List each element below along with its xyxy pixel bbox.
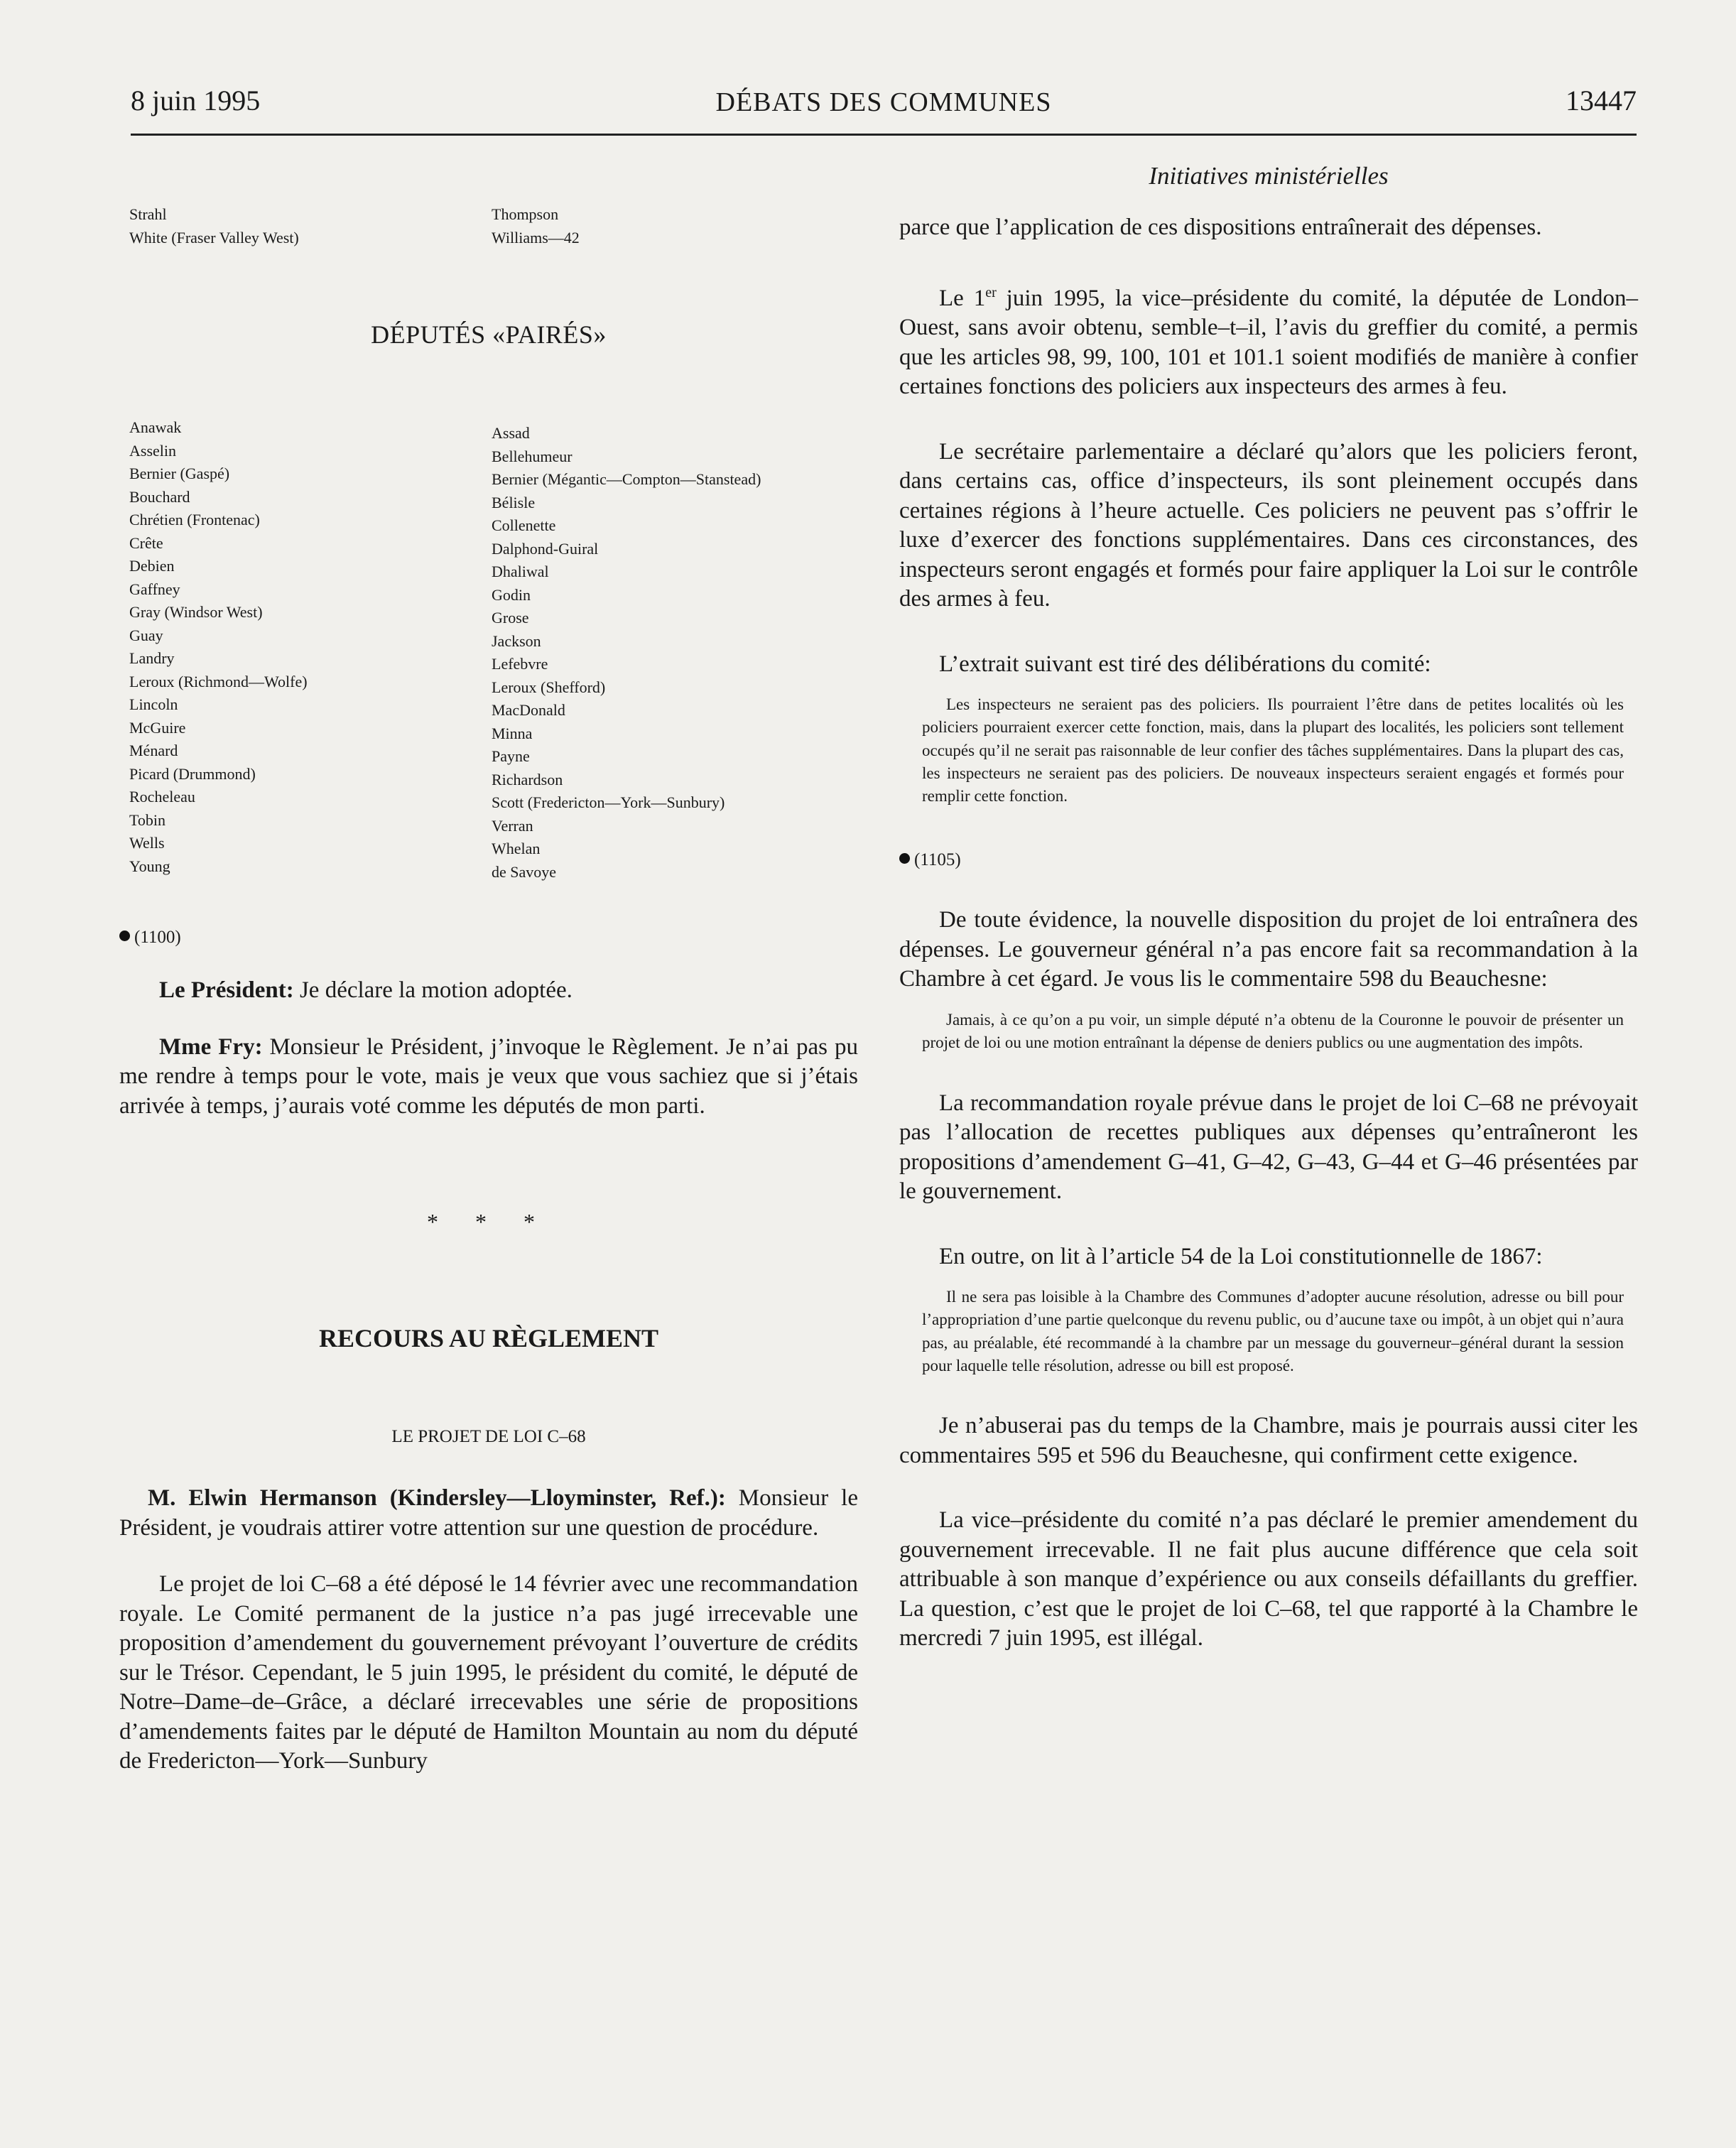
name-item: McGuire — [129, 718, 186, 737]
paragraph: parce que l’application de ces dispositions entraînerait des dépenses. — [899, 215, 1542, 240]
header-page-number: 13447 — [1566, 85, 1637, 116]
name-item: Williams—42 — [492, 228, 580, 246]
name-item: Bouchard — [129, 487, 190, 506]
name-item: White (Fraser Valley West) — [129, 228, 299, 246]
name-item: Bélisle — [492, 493, 536, 511]
name-item: Bernier (Gaspé) — [129, 465, 230, 482]
time-marker — [899, 850, 1638, 870]
name-item: Bernier (Mégantic—Compton—Stanstead) — [492, 470, 761, 488]
name-item: Assad — [492, 424, 530, 442]
name-item: Rocheleau — [129, 788, 195, 806]
name-item: Minna — [492, 724, 533, 742]
speaker-name: Mme Fry: — [159, 1034, 263, 1060]
right-column — [899, 213, 1638, 1654]
time-marker-text: (1105) — [914, 850, 961, 870]
name-item: Debien — [129, 557, 175, 575]
paragraph: En outre, on lit à l’article 54 de la Loi constitutionnelle de 1867: — [939, 1243, 1543, 1269]
name-item: Picard (Drummond) — [129, 764, 256, 783]
top-names-col1 — [129, 203, 484, 249]
name-item: Tobin — [129, 810, 166, 829]
name-item: Guay — [129, 626, 163, 644]
name-item: Landry — [129, 649, 175, 667]
name-item: Chrétien (Frontenac) — [129, 511, 260, 528]
recours-heading: RECOURS AU RÈGLEMENT — [318, 1324, 659, 1352]
left-column — [119, 203, 858, 1777]
bullet-icon — [899, 853, 910, 864]
name-item: Lefebvre — [492, 655, 548, 673]
name-item: Bellehumeur — [492, 447, 573, 465]
paragraph-text: Le 1 — [939, 285, 986, 311]
name-item: Jackson — [492, 631, 541, 650]
paragraph: La recommandation royale prévue dans le projet de loi C–68 ne prévoyait pas l’allocation de recettes publiques aux dépenses qu’entraîneront les propositions d’amendement G–41, G–42, G–43, G–44 et G–46 présentées par le gouvernement. — [899, 1090, 1638, 1205]
name-item: Strahl — [129, 205, 167, 223]
header-title: DÉBATS DES COMMUNES — [715, 87, 1052, 117]
quotation: Jamais, à ce qu’on a pu voir, un simple député n’a obtenu de la Couronne le pouvoir de présenter un projet de loi ou une motion entraînant la dépense de deniers publics ou une augmentation des impôts. — [922, 1010, 1624, 1052]
time-marker-text: (1100) — [134, 928, 181, 947]
paragraph-text: Monsieur le Président, je voudrais attirer votre attention sur une question de procédure. — [119, 1485, 858, 1541]
quotation: Les inspecteurs ne seraient pas des policiers. Ils pourraient l’être dans de petites localités où les policiers pourraient exercer cette fonction, mais, dans la plupart des localités, les policiers sont tellement occupés qu’il ne serait pas raisonnable de leur confier des tâches supplémentaires. Dans la plupart des cas, les inspecteurs ne seraient pas des policiers. De nouveaux inspecteurs seraient engagés et formés pour remplir cette fonction. — [922, 695, 1624, 806]
time-marker — [119, 928, 858, 948]
name-item: Leroux (Richmond—Wolfe) — [129, 672, 308, 690]
name-item: de Savoye — [492, 862, 557, 881]
paragraph-text: juin 1995, la vice–présidente du comité, la députée de London–Ouest, sans avoir obtenu, semble–t–il, l’avis du greffier du comité, a permis que les articles 98, 99, 100, 101 et 101.1 soient modifiés de manière à confier certaines fonctions des policiers aux inspecteurs des armes à feu. — [899, 285, 1638, 399]
name-item: Gray (Windsor West) — [129, 603, 263, 621]
paragraph — [119, 1033, 858, 1122]
name-item: Richardson — [492, 770, 563, 788]
paragraph: De toute évidence, la nouvelle disposition du projet de loi entraînera des dépenses. Le gouverneur général n’a pas encore fait sa recommandation à la Chambre à cet égard. Je vous lis le commentaire 598 du Beauchesne: — [899, 907, 1638, 992]
name-item: Lincoln — [129, 695, 178, 713]
paragraph — [119, 1484, 858, 1543]
paired-col2 — [492, 422, 861, 884]
name-item: Leroux (Shefford) — [492, 678, 606, 696]
page-header — [131, 84, 1637, 136]
name-item: Payne — [492, 747, 530, 765]
paragraph-text: Monsieur le Président, j’invoque le Règlement. Je n’ai pas pu me rendre à temps pour le vote, mais je veux que vous sachiez que si j’étais arrivée à temps, j’aurais voté comme les députés de mon parti. — [119, 1034, 858, 1119]
name-item: MacDonald — [492, 701, 565, 719]
name-item: Grose — [492, 609, 529, 626]
paragraph-text: Je déclare la motion adoptée. — [293, 977, 573, 1003]
name-item: Anawak — [129, 418, 182, 436]
paragraph — [119, 976, 858, 1006]
name-item: Wells — [129, 834, 165, 852]
paired-heading: DÉPUTÉS «PAIRÉS» — [371, 320, 607, 349]
paragraph: L’extrait suivant est tiré des délibérations du comité: — [939, 651, 1431, 677]
name-item: Collenette — [492, 516, 556, 534]
paragraph: Je n’abuserai pas du temps de la Chambre, mais je pourrais aussi citer les commentaires 595 et 596 du Beauchesne, qui confirment cette exigence. — [899, 1413, 1638, 1468]
bill-heading: LE PROJET DE LOI C–68 — [391, 1427, 586, 1446]
quotation: Il ne sera pas loisible à la Chambre des Communes d’adopter aucune résolution, adresse ou bill pour l’appropriation d’une partie quelconque du revenu public, ou d’aucune taxe ou impôt, à un objet qui n’aura pas, au préalable, été recommandé à la chambre par un message du gouverneur–général durant la session pour laquelle telle résolution, adresse ou bill est proposé. — [922, 1288, 1624, 1374]
name-item: Whelan — [492, 840, 541, 857]
section-separator: * * * — [427, 1209, 550, 1235]
superscript: er — [985, 284, 997, 300]
name-item: Ménard — [129, 742, 178, 759]
name-item: Gaffney — [129, 580, 180, 598]
paragraph — [899, 278, 1638, 402]
speaker-name: M. Elwin Hermanson (Kindersley—Lloyminster, Ref.): — [148, 1485, 726, 1511]
name-item: Dalphond-Guiral — [492, 539, 599, 558]
name-item: Godin — [492, 585, 531, 604]
paired-names — [119, 416, 858, 886]
paired-col1 — [129, 416, 484, 878]
top-names-col2 — [492, 203, 861, 249]
name-item: Young — [129, 857, 170, 875]
name-item: Asselin — [129, 441, 176, 460]
name-item: Scott (Fredericton—York—Sunbury) — [492, 793, 725, 811]
paragraph: La vice–présidente du comité n’a pas déclaré le premier amendement du gouvernement irrecevable. Il ne fait plus aucune différence que cela soit attribuable à son manque d’expérience ou aux conseils défaillants du greffier. La question, c’est que le projet de loi C–68, tel que rapporté à la Chambre le mercredi 7 juin 1995, est illégal. — [899, 1507, 1638, 1651]
bullet-icon — [119, 931, 130, 941]
name-item: Crête — [129, 533, 163, 552]
name-item: Dhaliwal — [492, 563, 549, 580]
name-item: Verran — [492, 816, 533, 835]
header-date: 8 juin 1995 — [131, 85, 261, 116]
name-item: Thompson — [492, 205, 559, 223]
speaker-name: Le Président: — [159, 977, 294, 1003]
section-label: Initiatives ministérielles — [1149, 162, 1389, 190]
paragraph: Le projet de loi C–68 a été déposé le 14 février avec une recommandation royale. Le Comité permanent de la justice n’a pas jugé irrecevable une proposition d’amendement du gouvernement prévoyant l’ouverture de crédits sur le Trésor. Cependant, le 5 juin 1995, le président du comité, le député de Notre–Dame–de–Grâce, a déclaré irrecevables une série de propositions d’amendements faites par le député de Hamilton Mountain au nom du député de Fredericton—York—Sunbury — [119, 1571, 858, 1774]
paragraph: Le secrétaire parlementaire a déclaré qu’alors que les policiers feront, dans certains cas, office d’inspecteurs, ils sont pleinement occupés dans certaines régions à l’heure actuelle. Ces policiers ne peuvent pas s’offrir le luxe d’exercer des fonctions supplémentaires. Dans ces circonstances, des inspecteurs seront engagés et formés pour faire appliquer la Loi sur le contrôle des armes à feu. — [899, 438, 1638, 612]
top-names — [119, 203, 858, 250]
